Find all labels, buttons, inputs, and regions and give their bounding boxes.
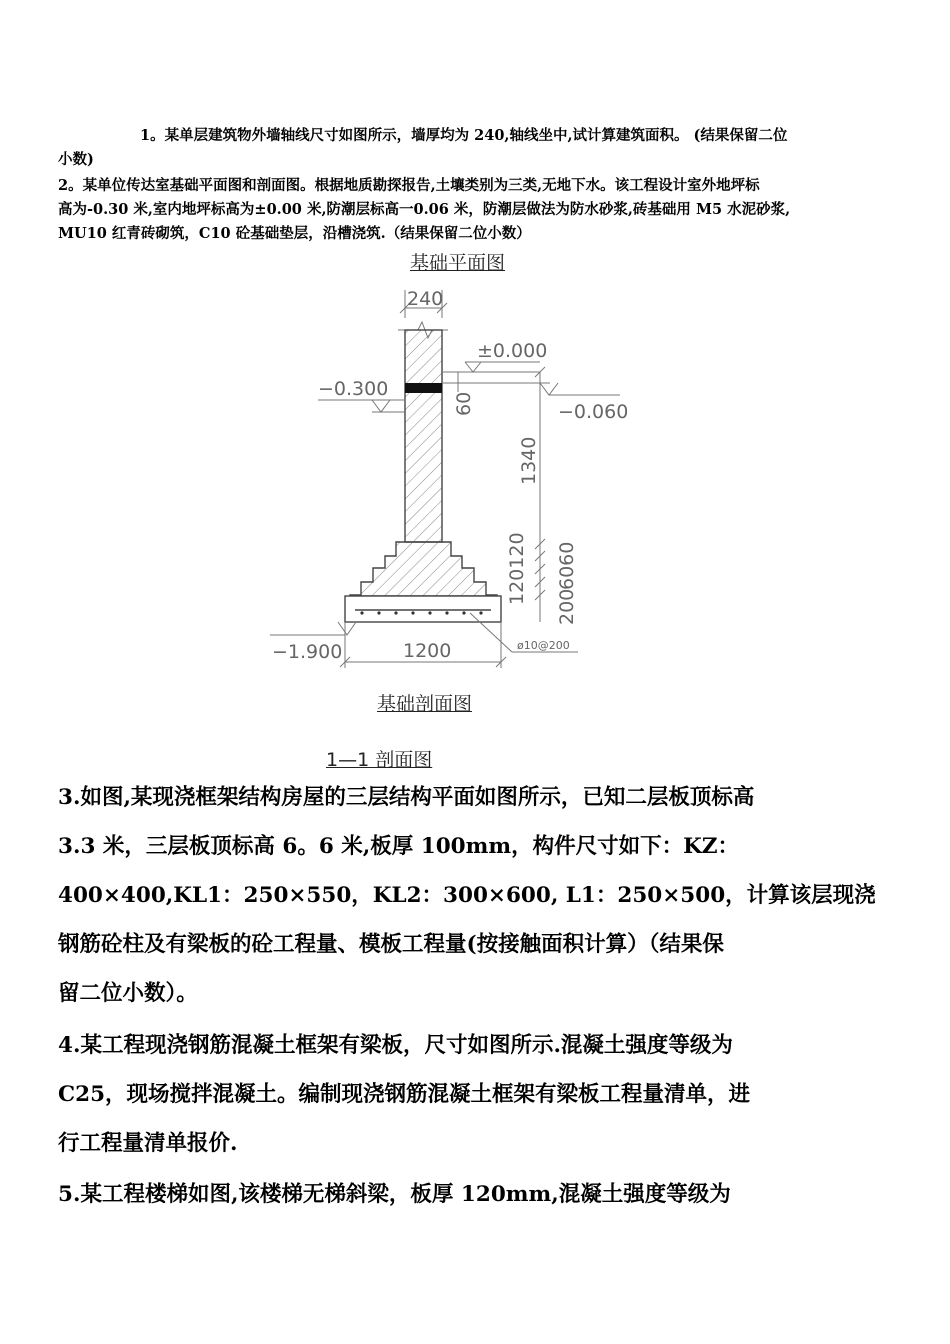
stepped-footing [350,542,497,596]
svg-text:ø10@200: ø10@200 [517,639,570,652]
q1-line1: 1。某单层建筑物外墙轴线尺寸如图所示，墙厚均为 240,轴线坐中,试计算建筑面积。 (结果保留二位 [140,127,788,144]
q3-line5: 留二位小数）。 [58,981,198,1006]
elev-zero [442,340,547,372]
svg-text:60: 60 [453,391,475,416]
elev-bottom [270,622,356,663]
damp-proof-course [405,383,442,393]
section-11-title: 1—1 剖面图 [326,749,433,771]
dim-1200 [340,622,506,668]
q4-line1: 4.某工程现浇钢筋混凝土框架有梁板，尺寸如图所示.混凝土强度等级为 [58,1033,733,1058]
dim-240-label: 240 [407,288,444,310]
q3-line3: 400×400,KL1：250×550，KL2：300×600, L1：250×500，计算该层现浇 [58,883,876,908]
concrete-base [345,596,501,622]
dim-200: 200 [556,588,578,625]
q3-line4: 钢筋砼柱及有梁板的砼工程量、模板工程量(按接触面积计算）（结果保 [58,932,724,957]
brick-wall [405,330,442,542]
q3-line1: 3.如图,某现浇框架结构房屋的三层结构平面如图所示，已知二层板顶标高 [58,785,755,810]
dim-60 [453,372,475,416]
q1-line2: 小数) [58,151,94,168]
q2-line3: MU10 红青砖砌筑，C10 砼基础垫层，沿槽浇筑.（结果保留二位小数） [58,225,531,242]
q2-line1: 2。某单位传达室基础平面图和剖面图。根据地质勘探报告,土壤类别为三类,无地下水。该工程设计室外地坪标 [58,177,760,194]
q5-line1: 5.某工程楼梯如图,该楼梯无梯斜梁，板厚 120mm,混凝土强度等级为 [58,1182,731,1207]
svg-text:1200: 1200 [403,640,452,662]
dim-1340: 1340 [518,436,540,485]
elev-outdoor [318,378,405,412]
plan-title: 基础平面图 [410,252,506,274]
svg-text:−0.060: −0.060 [558,401,629,423]
q3-line2: 3.3 米，三层板顶标高 6。6 米,板厚 100mm，构件尺寸如下：KZ： [58,834,740,859]
svg-text:−0.300: −0.300 [318,378,389,400]
dim-6060: 6060 [556,541,578,590]
q4-line3: 行工程量清单报价. [58,1131,238,1156]
q2-line2: 高为-0.30 米,室内地坪标高为±0.00 米,防潮层标高一0.06 米，防潮层做法为防水砂浆,砖基础用 M5 水泥砂浆, [58,201,791,218]
svg-text:−1.900: −1.900 [272,641,343,663]
section-title: 基础剖面图 [377,693,473,715]
q4-line2: C25，现场搅拌混凝土。编制现浇钢筋混凝土框架有梁板工程量清单，进 [58,1082,751,1107]
dim-120120: 120120 [506,532,528,605]
svg-text:±0.000: ±0.000 [477,340,548,362]
dim-240 [400,288,447,318]
